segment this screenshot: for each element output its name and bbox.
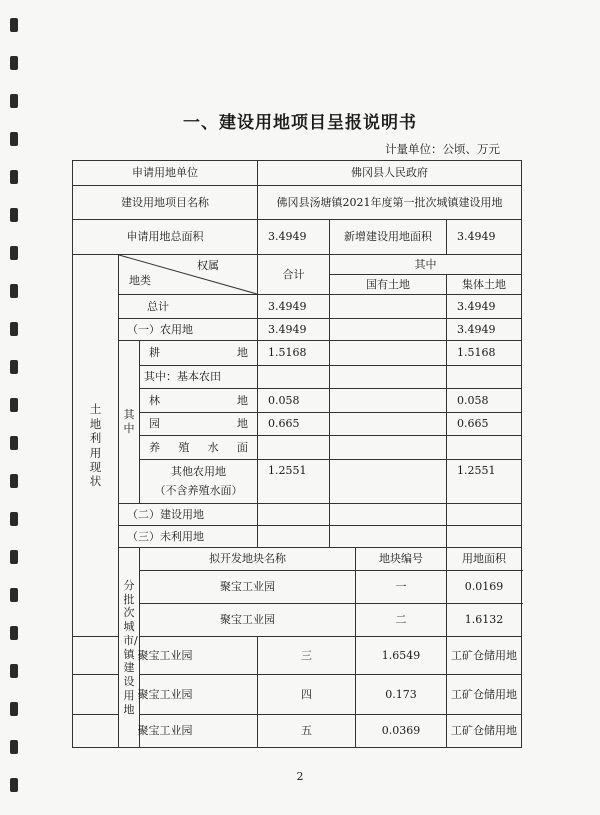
table-row [73,571,522,604]
parcel-area: 0.173 [356,675,447,715]
new-area-value: 3.4949 [447,220,522,255]
collective-land-header: 集体土地 [447,275,522,295]
ownership-label: 权属 [197,259,220,272]
parcel-area: 0.0169 [447,571,522,604]
state-land-header: 国有土地 [330,275,447,295]
cell-value: 3.4949 [258,295,330,319]
cell-value [258,366,330,389]
other-agri-label: 其他农用地 （不含养殖水面） [140,460,258,504]
sub-among-label: 其中 [119,341,140,504]
cell-value [330,341,447,366]
cell-value [330,295,447,319]
cell-value: 3.4949 [447,319,522,341]
cell-value [330,389,447,413]
landtype-label: 地类 [129,274,151,288]
cell-value [330,413,447,436]
land-status-section-label: 土地利用现状 [73,255,119,637]
parcel-number: 一 [356,571,447,604]
cell-value [258,436,330,460]
total-area-value: 3.4949 [258,220,330,255]
table-row [73,436,522,460]
cell-value [447,436,522,460]
cell-value [447,366,522,389]
parcel-use: 工矿仓储用地 [447,675,522,715]
cell-value [330,436,447,460]
cell-value: 3.4949 [447,295,522,319]
cell-value: 0.665 [447,413,522,436]
header-diagonal-cell [119,255,258,295]
applicant-label: 申请用地单位 [73,161,258,186]
cell-value [447,504,522,526]
total-label: 总计 [119,295,258,319]
agri-label: （一）农用地 [119,319,258,341]
parcel-name: 聚宝工业园 [73,637,258,675]
garden-label: 园 地 [140,413,258,436]
table-row [73,186,522,220]
aquaculture-label: 养 殖 水 面 [140,436,258,460]
table-row [73,366,522,389]
table-row [73,548,522,571]
cell-value: 0.058 [258,389,330,413]
parcel-name: 聚宝工业园 [73,715,258,748]
table-row [73,220,522,255]
table-row [73,161,522,186]
total-area-label: 申请用地总面积 [73,220,258,255]
table-row [73,413,522,436]
cell-value [330,504,447,526]
project-value: 佛冈县汤塘镇2021年度第一批次城镇建设用地 [258,186,522,220]
page-title: 一、建设用地项目呈报说明书 [183,113,417,133]
cell-value [330,460,447,504]
parcel-number: 二 [356,604,447,637]
cell-value: 0.058 [447,389,522,413]
land-use-table [72,160,522,748]
parcels-section-label: 分批次城市/镇建设用地 [119,548,140,748]
cell-value: 1.5168 [258,341,330,366]
parcel-area: 0.0369 [356,715,447,748]
parcel-use: 工矿仓储用地 [447,637,522,675]
table-row [73,637,522,675]
parcel-area-header: 用地面积 [447,548,522,571]
cell-value [330,526,447,548]
parcel-use: 工矿仓储用地 [447,715,522,748]
parcel-area: 1.6549 [356,637,447,675]
table-row [73,715,522,748]
page-number: 2 [296,770,304,783]
parcel-number-header: 地块编号 [356,548,447,571]
parcel-number: 五 [258,715,356,748]
applicant-value: 佛冈县人民政府 [258,161,522,186]
cell-value: 1.2551 [258,460,330,504]
unused-land-label: （三）未利用地 [119,526,258,548]
arable-label: 耕 地 [140,341,258,366]
parcel-area: 1.6132 [447,604,522,637]
total-column-header: 合计 [258,255,330,295]
parcel-name: 聚宝工业园 [140,571,356,604]
cell-value [330,366,447,389]
forest-label: 林 地 [140,389,258,413]
table-row [73,504,522,526]
parcel-number: 三 [258,637,356,675]
project-label: 建设用地项目名称 [73,186,258,220]
among-header: 其中 [330,255,522,275]
table-row [73,675,522,715]
table-row [73,319,522,341]
cell-value: 1.2551 [447,460,522,504]
construction-land-label: （二）建设用地 [119,504,258,526]
table-row [73,526,522,548]
new-area-label: 新增建设用地面积 [330,220,447,255]
parcel-name: 聚宝工业园 [73,675,258,715]
cell-value: 3.4949 [258,319,330,341]
table-row [73,295,522,319]
cell-value [447,526,522,548]
table-row [73,389,522,413]
table-row [73,255,522,275]
cell-value: 0.665 [258,413,330,436]
cell-value [330,319,447,341]
parcel-name-header: 拟开发地块名称 [140,548,356,571]
basic-farmland-label: 其中：基本农田 [140,366,258,389]
cell-value: 1.5168 [447,341,522,366]
cell-value [258,526,330,548]
table-row [73,604,522,637]
parcel-number: 四 [258,675,356,715]
cell-value [258,504,330,526]
parcel-name: 聚宝工业园 [140,604,356,637]
unit-note: 计量单位：公顷、万元 [385,142,500,156]
table-row [73,460,522,504]
table-row [73,341,522,366]
